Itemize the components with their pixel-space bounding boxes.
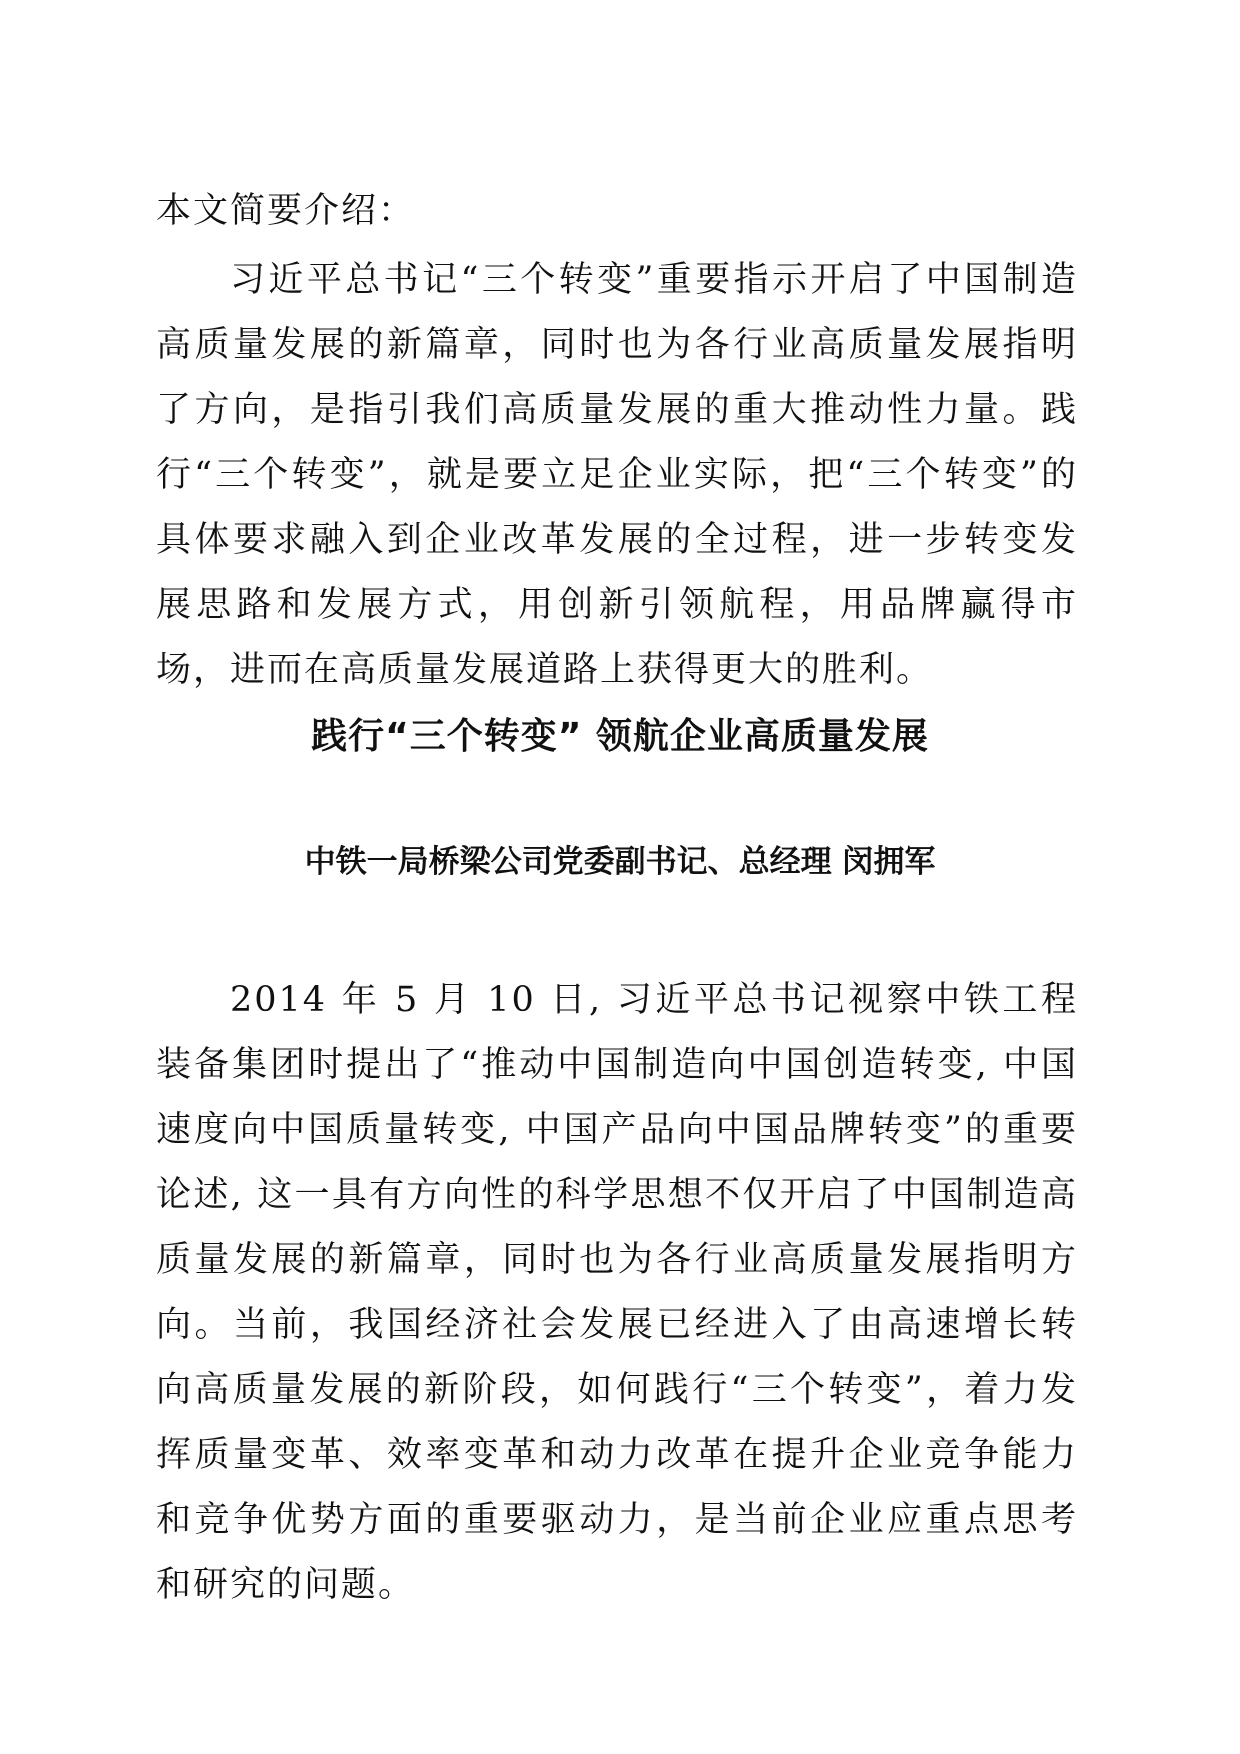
intro-paragraph: 习近平总书记“三个转变”重要指示开启了中国制造高质量发展的新篇章，同时也为各行业高质量发展指明了方向，是指引我们高质量发展的重大推动性力量。践行“三个转变”，就是要立足企业实际，把“三个转变”的具体要求融入到企业改革发展的全过程，进一步转变发展思路和发展方式，用创新引领航程，用品牌赢得市场，进而在高质量发展道路上获得更大的胜利。 [156,260,1078,690]
article-paragraph: 2014 年 5 月 10 日, 习近平总书记视察中铁工程装备集团时提出了“推动中国制造向中国创造转变, 中国速度向中国质量转变, 中国产品向中国品牌转变”的重要论述, 这一具有方向性的科学思想不仅开启了中国制造高质量发展的新篇章，同时也为各行业高质量发展指明方向。当前，我国经济社会发展已经进入了由高速增长转向高质量发展的新阶段，如何践行“三个转变”，着力发挥质量变革、效率变革和动力改革在提升企业竞争能力和竞争优势方面的重要驱动力，是当前企业应重点思考和研究的问题。 [156,980,1078,1605]
article-byline: 中铁一局桥梁公司党委副书记、总经理 闵拥军 [304,844,936,880]
intro-label: 本文简要介绍： [156,191,416,231]
article-title: 践行“三个转变” 领航企业高质量发展 [311,716,929,757]
